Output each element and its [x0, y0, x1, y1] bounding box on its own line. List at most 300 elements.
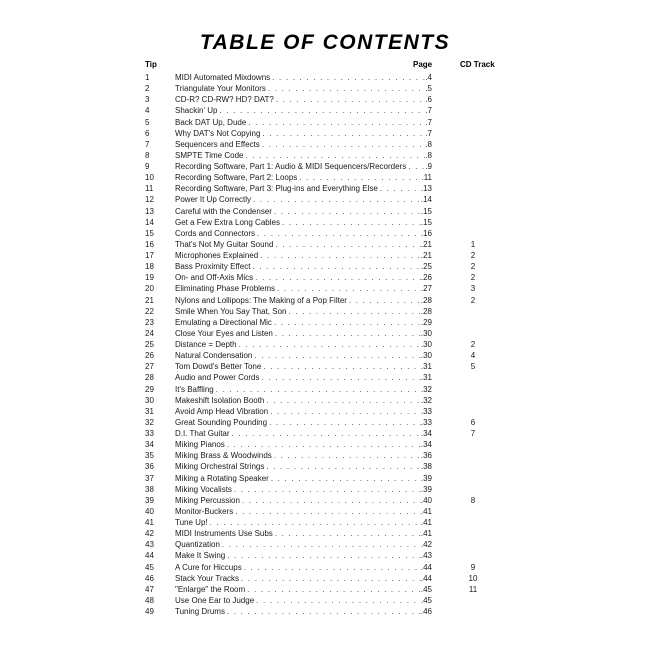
tip-number: 12 [145, 195, 154, 205]
toc-entry [175, 105, 432, 116]
page-number: .6 [425, 95, 432, 105]
toc-entry [175, 306, 432, 317]
toc-row [0, 295, 650, 306]
page-number: .15 [420, 217, 432, 227]
toc-row [0, 372, 650, 383]
column-header-page: Page [413, 60, 433, 69]
page-number: .7 [425, 128, 432, 138]
dot-leader [262, 128, 425, 139]
toc-row [0, 406, 650, 417]
tip-number: 25 [145, 340, 154, 349]
cd-track-number: 5 [470, 362, 476, 372]
dot-leader [222, 539, 421, 550]
toc-row [0, 339, 650, 350]
page-number: .32 [420, 384, 432, 394]
tip-title: Recording Software, Part 2: Loops [175, 173, 298, 183]
cd-track-number: 6 [470, 417, 476, 427]
toc-entry [175, 606, 432, 617]
tip-title: Careful with the Condenser [175, 206, 272, 216]
column-header-tip: Tip [145, 60, 157, 69]
page-number: .34 [420, 440, 432, 450]
page-number: .33 [420, 406, 432, 416]
tip-number: 17 [145, 251, 154, 260]
tip-number: 38 [145, 484, 154, 494]
toc-row [0, 272, 650, 283]
tip-title: It's Baffling [175, 384, 214, 394]
toc-row [0, 484, 650, 495]
tip-title: Shackin' Up [175, 106, 218, 116]
toc-row [0, 128, 650, 139]
dot-leader [252, 261, 420, 272]
dot-leader [288, 306, 420, 317]
dot-leader [239, 339, 421, 350]
toc-entry [175, 584, 432, 595]
toc-entry [175, 428, 432, 439]
dot-leader [241, 573, 421, 584]
page-number: .45 [420, 584, 432, 594]
tip-number: 9 [145, 162, 150, 171]
page-number: .4 [425, 73, 432, 82]
dot-leader [263, 361, 421, 372]
page-number: .44 [420, 562, 432, 572]
tip-title: Smile When You Say That, Son [175, 306, 287, 316]
toc-entry [175, 239, 432, 250]
tip-title: Microphones Explained [175, 251, 259, 260]
page-number: .34 [420, 429, 432, 438]
tip-number: 10 [145, 173, 154, 183]
tip-number: 8 [145, 150, 150, 160]
tip-title: Eliminating Phase Problems [175, 284, 276, 294]
toc-entry [175, 339, 432, 350]
cd-track-number: 2 [470, 340, 476, 349]
tip-title: Recording Software, Part 1: Audio & MIDI Sequencers/Recorders [175, 162, 407, 171]
toc-row [0, 250, 650, 261]
tip-number: 43 [145, 540, 154, 550]
tip-title: Get a Few Extra Long Cables [175, 217, 280, 227]
tip-title: Use One Ear to Judge [175, 595, 255, 605]
tip-title: Stack Your Tracks [175, 573, 240, 583]
page-number: .7 [425, 106, 432, 116]
page-number: .5 [425, 84, 432, 94]
page-number: .41 [420, 506, 432, 516]
tip-number: 18 [145, 262, 154, 272]
tip-title: Power It Up Correctly [175, 195, 252, 205]
toc-row [0, 595, 650, 606]
toc-entry [175, 550, 432, 561]
dot-leader [244, 562, 421, 573]
tip-title: On- and Off-Axis Mics [175, 273, 254, 283]
toc-row [0, 584, 650, 595]
page-number: .30 [420, 328, 432, 338]
tip-number: 7 [145, 139, 150, 149]
tip-title: D.I. That Guitar [175, 429, 230, 438]
tip-number: 4 [145, 106, 150, 116]
toc-entry [175, 562, 432, 573]
dot-leader [277, 283, 421, 294]
toc-row [0, 517, 650, 528]
tip-title: Sequencers and Effects [175, 139, 260, 149]
dot-leader [262, 372, 421, 383]
tip-title: A Cure for Hiccups [175, 562, 242, 572]
toc-row [0, 473, 650, 484]
toc-entry [175, 461, 432, 472]
dot-leader [380, 183, 421, 194]
page-number: .40 [420, 495, 432, 505]
toc-entry [175, 128, 432, 139]
tip-number: 34 [145, 440, 154, 450]
toc-entry [175, 328, 432, 339]
tip-number: 5 [145, 117, 150, 127]
dot-leader [257, 228, 421, 239]
tip-title: Audio and Power Cords [175, 373, 260, 383]
tip-number: 40 [145, 506, 154, 516]
dot-leader [219, 105, 425, 116]
cd-track-number: 2 [470, 295, 476, 305]
page-number: .11 [421, 173, 432, 183]
tip-title: CD-R? CD-RW? HD? DAT? [175, 95, 274, 105]
toc-row [0, 105, 650, 116]
tip-title: Cords and Connectors [175, 228, 256, 238]
tip-number: 22 [145, 306, 154, 316]
toc-entry [175, 295, 432, 306]
toc-row [0, 495, 650, 506]
tip-number: 41 [145, 518, 154, 527]
toc-entry [175, 283, 432, 294]
toc-row [0, 450, 650, 461]
tip-number: 13 [145, 206, 154, 216]
tip-title: Miking Vocalists [175, 484, 232, 494]
tip-title: Avoid Amp Head Vibration [175, 406, 269, 416]
toc-entry [175, 417, 432, 428]
toc-row [0, 194, 650, 205]
toc-row [0, 206, 650, 217]
dot-leader [254, 350, 420, 361]
dot-leader [266, 395, 420, 406]
tip-number: 37 [145, 473, 154, 483]
toc-entry [175, 139, 432, 150]
dot-leader [227, 606, 421, 617]
tip-number: 45 [145, 562, 154, 572]
tip-title: Quantization [175, 540, 220, 550]
dot-leader [274, 317, 421, 328]
toc-entry [175, 595, 432, 606]
page-number: .8 [425, 139, 432, 149]
toc-row [0, 461, 650, 472]
page-number: .30 [420, 340, 432, 349]
dot-leader [234, 484, 421, 495]
cd-track-number: 1 [470, 239, 476, 249]
toc-entry [175, 517, 432, 528]
toc-row [0, 83, 650, 94]
toc-entry [175, 217, 432, 228]
toc-row [0, 395, 650, 406]
tip-title: Recording Software, Part 3: Plug-ins and Everything Else [175, 184, 378, 194]
tip-title: Tuning Drums [175, 607, 225, 616]
cd-track-number: 2 [470, 251, 476, 260]
toc-entry [175, 350, 432, 361]
page-number: .31 [420, 373, 432, 383]
dot-leader [256, 595, 421, 606]
tip-number: 11 [145, 184, 154, 194]
tip-number: 44 [145, 551, 154, 561]
page-number: .21 [420, 239, 432, 249]
cd-track-number: 9 [470, 562, 476, 572]
page-number: .25 [420, 262, 432, 272]
toc-list [0, 72, 650, 617]
dot-leader [274, 450, 421, 461]
tip-title: Miking Percussion [175, 495, 240, 505]
dot-leader [260, 250, 421, 261]
toc-entry [175, 539, 432, 550]
tip-number: 21 [145, 295, 154, 305]
toc-row [0, 361, 650, 372]
tip-title: Distance = Depth [175, 340, 237, 349]
toc-row [0, 172, 650, 183]
dot-leader [408, 161, 425, 172]
page-number: .46 [420, 607, 432, 616]
page-number: .43 [420, 551, 432, 561]
tip-number: 3 [145, 95, 150, 105]
toc-row [0, 261, 650, 272]
tip-title: Close Your Eyes and Listen [175, 328, 273, 338]
dot-leader [216, 384, 421, 395]
dot-leader [275, 239, 420, 250]
toc-row [0, 562, 650, 573]
dot-leader [247, 584, 421, 595]
tip-title: Tom Dowd's Better Tone [175, 362, 262, 372]
dot-leader [262, 139, 426, 150]
toc-entry [175, 528, 432, 539]
tip-number: 39 [145, 495, 154, 505]
dot-leader [248, 117, 425, 128]
dot-leader [269, 417, 421, 428]
tip-title: Miking Orchestral Strings [175, 462, 265, 472]
dot-leader [282, 217, 421, 228]
tip-number: 20 [145, 284, 154, 294]
toc-row [0, 228, 650, 239]
page-number: .15 [420, 206, 432, 216]
tip-number: 27 [145, 362, 154, 372]
tip-number: 6 [145, 128, 150, 138]
tip-title: Back DAT Up, Dude [175, 117, 247, 127]
tip-number: 29 [145, 384, 154, 394]
page-number: .39 [420, 484, 432, 494]
toc-entry [175, 495, 432, 506]
dot-leader [227, 439, 421, 450]
dot-leader [275, 328, 421, 339]
dot-leader [266, 461, 421, 472]
toc-row [0, 384, 650, 395]
dot-leader [274, 206, 421, 217]
toc-entry [175, 261, 432, 272]
toc-entry [175, 117, 432, 128]
toc-row [0, 606, 650, 617]
dot-leader [275, 528, 421, 539]
tip-title: SMPTE Time Code [175, 150, 244, 160]
tip-number: 46 [145, 573, 154, 583]
toc-entry [175, 384, 432, 395]
page-number: .45 [420, 595, 432, 605]
toc-row [0, 328, 650, 339]
toc-row [0, 217, 650, 228]
toc-row [0, 306, 650, 317]
toc-row [0, 72, 650, 83]
tip-number: 23 [145, 317, 154, 327]
page-number: .42 [420, 540, 432, 550]
dot-leader [242, 495, 421, 506]
column-header-cd-track: CD Track [460, 60, 495, 69]
toc-row [0, 150, 650, 161]
tip-number: 36 [145, 462, 154, 472]
toc-entry [175, 372, 432, 383]
toc-entry [175, 272, 432, 283]
dot-leader [268, 83, 425, 94]
toc-entry [175, 450, 432, 461]
tip-number: 47 [145, 584, 154, 594]
toc-entry [175, 484, 432, 495]
page-title: TABLE OF CONTENTS [199, 31, 451, 54]
toc-row [0, 539, 650, 550]
tip-number: 48 [145, 595, 154, 605]
tip-title: Miking Brass & Woodwinds [175, 451, 272, 461]
tip-title: That's Not My Guitar Sound [175, 239, 274, 249]
cd-track-number: 11 [468, 584, 478, 594]
toc-entry [175, 172, 432, 183]
toc-entry [175, 473, 432, 484]
toc-entry [175, 183, 432, 194]
tip-title: Miking Pianos [175, 440, 225, 450]
page-number: .27 [420, 284, 432, 294]
toc-entry [175, 206, 432, 217]
tip-title: Tune Up! [175, 518, 208, 527]
tip-title: Bass Proximity Effect [175, 262, 251, 272]
page-number: .16 [420, 228, 432, 238]
cd-track-number: 4 [470, 351, 476, 361]
cd-track-number: 10 [468, 573, 478, 583]
toc-entry [175, 406, 432, 417]
toc-row [0, 573, 650, 584]
dot-leader [253, 194, 421, 205]
tip-title: Makeshift Isolation Booth [175, 395, 265, 405]
page-number: .32 [420, 395, 432, 405]
toc-entry [175, 83, 432, 94]
dot-leader [299, 172, 421, 183]
tip-number: 16 [145, 239, 154, 249]
toc-row [0, 283, 650, 294]
toc-row [0, 161, 650, 172]
page-number: .29 [420, 317, 432, 327]
toc-row [0, 528, 650, 539]
toc-row [0, 506, 650, 517]
cd-track-number: 7 [470, 429, 476, 438]
page-number: .21 [420, 251, 432, 260]
tip-title: Monitor-Buckers [175, 506, 234, 516]
page-number: .41 [420, 529, 432, 539]
page-number: .39 [420, 473, 432, 483]
tip-number: 33 [145, 429, 154, 438]
tip-title: Emulating a Directional Mic [175, 317, 272, 327]
toc-entry [175, 150, 432, 161]
tip-number: 15 [145, 228, 154, 238]
tip-title: Make It Swing [175, 551, 226, 561]
toc-entry [175, 439, 432, 450]
dot-leader [270, 406, 421, 417]
page-number: .44 [420, 573, 432, 583]
dot-leader [210, 517, 421, 528]
cd-track-number: 2 [470, 273, 476, 283]
page-number: .31 [420, 362, 432, 372]
toc-entry [175, 94, 432, 105]
toc-entry [175, 573, 432, 584]
tip-number: 2 [145, 84, 150, 94]
tip-number: 49 [145, 607, 154, 616]
toc-row [0, 439, 650, 450]
page-number: .30 [420, 351, 432, 361]
dot-leader [245, 150, 425, 161]
dot-leader [272, 72, 425, 83]
tip-number: 31 [145, 406, 154, 416]
toc-row [0, 550, 650, 561]
tip-number: 30 [145, 395, 154, 405]
page-number: .8 [425, 150, 432, 160]
tip-title: MIDI Instruments Use Subs [175, 529, 273, 539]
toc-row [0, 428, 650, 439]
toc-entry [175, 317, 432, 328]
toc-row [0, 183, 650, 194]
tip-number: 32 [145, 417, 154, 427]
tip-title: MIDI Automated Mixdowns [175, 73, 271, 82]
dot-leader [235, 506, 421, 517]
page-number: .41 [420, 518, 432, 527]
tip-title: Natural Condensation [175, 351, 253, 361]
toc-entry [175, 361, 432, 372]
toc-entry [175, 194, 432, 205]
tip-title: Triangulate Your Monitors [175, 84, 266, 94]
cd-track-number: 2 [470, 262, 476, 272]
dot-leader [271, 473, 421, 484]
toc-row [0, 417, 650, 428]
tip-number: 1 [145, 73, 150, 82]
page-number: .28 [420, 306, 432, 316]
toc-row [0, 350, 650, 361]
tip-title: "Enlarge" the Room [175, 584, 246, 594]
toc-entry [175, 72, 432, 83]
dot-leader [276, 94, 426, 105]
toc-row [0, 317, 650, 328]
tip-number: 35 [145, 451, 154, 461]
toc-entry [175, 161, 432, 172]
toc-row [0, 94, 650, 105]
page-number: .36 [420, 451, 432, 461]
toc-row [0, 139, 650, 150]
toc-entry [175, 250, 432, 261]
dot-leader [255, 272, 421, 283]
cd-track-number: 8 [470, 495, 476, 505]
tip-title: Nylons and Lollipops: The Making of a Pop Filter [175, 295, 347, 305]
tip-number: 19 [145, 273, 154, 283]
toc-entry [175, 228, 432, 239]
toc-row [0, 239, 650, 250]
tip-title: Why DAT's Not Copying [175, 128, 261, 138]
tip-title: Great Sounding Pounding [175, 417, 268, 427]
page-number: .26 [420, 273, 432, 283]
toc-row [0, 117, 650, 128]
tip-number: 14 [145, 217, 154, 227]
tip-number: 26 [145, 351, 154, 361]
page-number: .9 [425, 162, 432, 171]
page-number: .14 [420, 195, 432, 205]
page-number: .38 [420, 462, 432, 472]
